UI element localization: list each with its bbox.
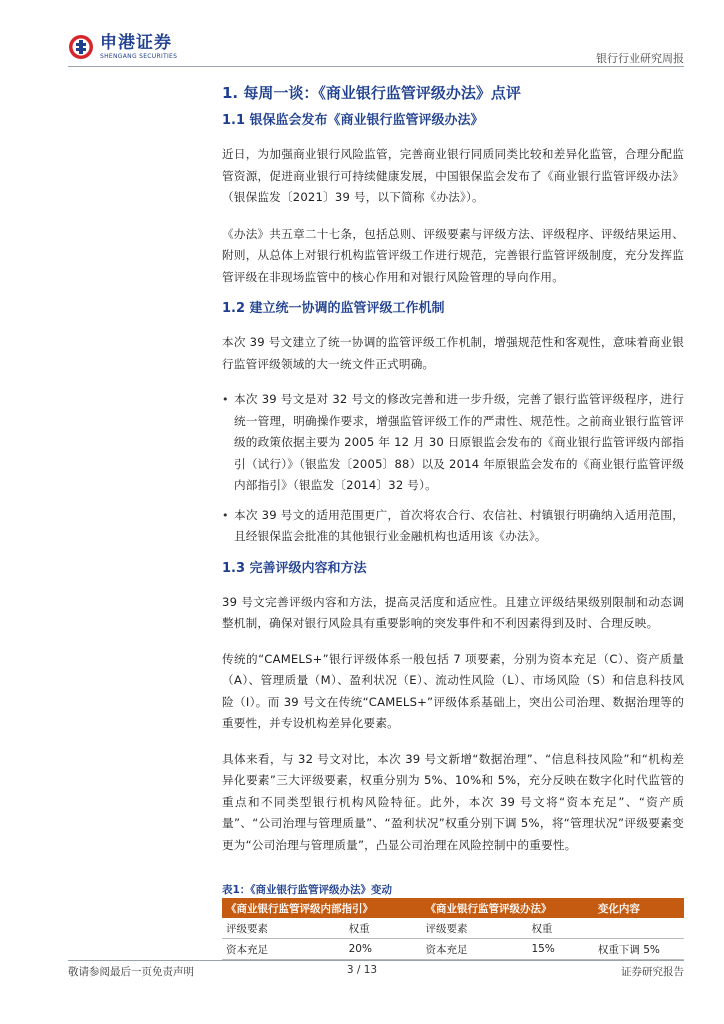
logo-name-cn: 申港证券 bbox=[100, 32, 172, 53]
subsection-heading-1-1: 1.1 银保监会发布《商业银行监管评级办法》 bbox=[222, 113, 484, 128]
table-cell: 资本充足 bbox=[226, 943, 268, 956]
table-subheader-row bbox=[222, 918, 684, 939]
table-header-new-measures: 《商业银行监管评级办法》 bbox=[421, 898, 593, 918]
table-cell: 权重 bbox=[531, 922, 553, 935]
report-type: 银行行业研究周报 bbox=[596, 52, 684, 65]
paragraph-1-1-b: 《办法》共五章二十七条，包括总则、评级要素与评级方法、评级程序、评级结果运用、附则，从总体上对银行机构监管评级工作进行规范，完善银行监管评级制度，充分发挥监管评级在非现场监管中的核心作用和对银行风险管理的导向作用。 bbox=[222, 226, 684, 284]
paragraph-1-3-a: 39 号文完善评级内容和方法，提高灵活度和适应性。且建立评级结果级别限制和动态调整机制，确保对银行风险具有重要影响的突发事件和不利因素得到及时、合理反映。 bbox=[222, 594, 684, 630]
table-cell: 评级要素 bbox=[226, 922, 268, 935]
table-row bbox=[222, 939, 684, 960]
page-number: 3 / 13 bbox=[346, 964, 378, 976]
main-content bbox=[222, 82, 684, 856]
table-header-old-guideline: 《商业银行监管评级内部指引》 bbox=[222, 898, 421, 918]
table-cell bbox=[594, 918, 684, 939]
table-title: 表1：《商业银行监管评级办法》变动 bbox=[222, 884, 393, 896]
table-cell: 15% bbox=[531, 943, 555, 955]
footer-divider bbox=[68, 960, 684, 961]
paragraph-1-3-b: 传统的“CAMELS+”银行评级体系一般包括 7 项要素，分别为资本充足（C）、资产质量（A）、管理质量（M）、盈利状况（E）、流动性风险（L）、市场风险（S）和信息科技风险（I）。而 39 号文在传统“CAMELS+”评级体系基础上，突出公司治理、数据治理等的重要性，并专设机构差异化要素。 bbox=[222, 651, 684, 730]
logo-mark-icon bbox=[68, 34, 94, 60]
table-cell: 20% bbox=[348, 943, 372, 955]
table-header-change: 变化内容 bbox=[594, 898, 684, 918]
paragraph-1-3-c: 具体来看，与 32 号文对比，本次 39 号文新增“数据治理”、“信息科技风险”和“机构差异化要素”三大评级要素，权重分别为 5%、10%和 5%，充分反映在数字化时代监管的重点和不同类型银行机构风险特征。此外，本次 39 号文将“资本充足”、“资产质量”、“公司治理与管理质量”、“盈利状况”权重分别下调 5%，将“管理状况”评级要素变更为“公司治理与管理质量”，凸显公司治理在风险控制中的重要性。 bbox=[222, 751, 684, 852]
company-logo bbox=[68, 34, 177, 60]
table-cell: 权重下调 5% bbox=[597, 943, 660, 956]
disclaimer-note: 敬请参阅最后一页免责声明 bbox=[68, 966, 194, 978]
comparison-table bbox=[222, 898, 684, 960]
header-divider bbox=[68, 66, 684, 67]
subsection-heading-1-3: 1.3 完善评级内容和方法 bbox=[222, 560, 367, 576]
bullet-1-2-b: • 本次 39 号文的适用范围更广，首次将农合行、农信社、村镇银行明确纳入适用范围，且经银保监会批准的其他银行业金融机构也适用该《办法》。 bbox=[222, 505, 684, 548]
subsection-heading-1-2: 1.2 建立统一协调的监管评级工作机制 bbox=[222, 301, 445, 316]
paragraph-1-1-a: 近日，为加强商业银行风险监管，完善商业银行同质同类比较和差异化监管，合理分配监管资源，促进商业银行可持续健康发展，中国银保监会发布了《商业银行监管评级办法》（银保监发〔2021〕39 号，以下简称《办法》）。 bbox=[222, 147, 684, 204]
table-cell: 评级要素 bbox=[425, 922, 468, 935]
paragraph-1-2-a: 本次 39 号文建立了统一协调的监管评级工作机制，增强规范性和客观性，意味着商业银行监管评级领域的大一统文件正式明确。 bbox=[222, 335, 684, 371]
page-header bbox=[0, 0, 724, 68]
table-cell: 权重 bbox=[348, 922, 370, 935]
logo-name-en: SHENGANG SECURITIES bbox=[100, 52, 178, 60]
document-type: 证券研究报告 bbox=[621, 966, 684, 978]
table-header-row bbox=[222, 898, 684, 918]
table-cell: 资本充足 bbox=[425, 943, 468, 956]
bullet-1-2-a: • 本次 39 号文是对 32 号文的修改完善和进一步升级，完善了银行监管评级程序，进行统一管理，明确操作要求，增强监管评级工作的严肃性、规范性。之前商业银行监管评级的政策依据主要为 2005 年 12 月 30 日原银监会发布的《商业银行监管评级内部指引（试行）》（银监发〔2005〕88）以及 2014 年原银监会发布的《商业银行监管评级内部指引》（银监发〔2014〕32 号）。 bbox=[222, 389, 684, 497]
section-heading-1: 1. 每周一谈：《商业银行监管评级办法》点评 bbox=[222, 84, 521, 102]
